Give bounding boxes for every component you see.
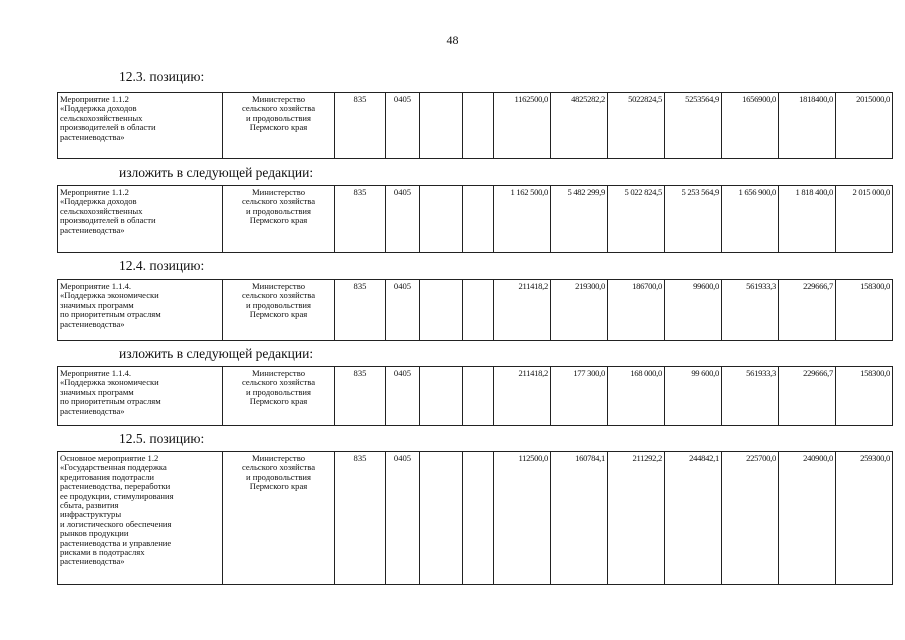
executor-line: Пермского края <box>249 481 308 492</box>
value-cell-3: 168 000,0 <box>608 367 665 426</box>
section-heading: изложить в следующей редакции: <box>119 346 314 361</box>
value-cell-4: 244842,1 <box>665 452 722 585</box>
value-cell-3: 186700,0 <box>608 280 665 341</box>
measure-name-line: растениеводства» <box>60 556 125 567</box>
executor-line: Пермского края <box>249 122 308 133</box>
target-article-cell <box>420 93 463 159</box>
measure-name-line: значимых программ <box>60 386 134 397</box>
table-row <box>58 93 893 159</box>
target-article-cell <box>420 452 463 585</box>
value-cell-5: 561933,3 <box>722 280 779 341</box>
value-cell-6: 229666,7 <box>779 367 836 426</box>
grbs-code-cell: 835 <box>335 280 386 341</box>
measure-name-line: «Государственная поддержка <box>60 462 167 473</box>
measure-name-line: кредитования подотрасли <box>60 471 155 482</box>
value-cell-2: 177 300,0 <box>551 367 608 426</box>
executor-cell <box>223 186 335 253</box>
section-code-cell: 0405 <box>386 452 420 585</box>
value-cell-6: 240900,0 <box>779 452 836 585</box>
measure-name-line: растениеводства» <box>60 224 125 235</box>
measure-name-cell <box>58 452 223 585</box>
executor-line: и продовольствия <box>246 471 311 482</box>
value-cell-3: 5022824,5 <box>608 93 665 159</box>
section-code-cell: 0405 <box>386 186 420 253</box>
table-row <box>58 367 893 426</box>
value-cell-5: 225700,0 <box>722 452 779 585</box>
measure-name-line: «Поддержка доходов <box>60 196 137 207</box>
value-cell-7: 158300,0 <box>836 367 893 426</box>
measure-name-cell <box>58 93 223 159</box>
measure-name-line: значимых программ <box>60 299 134 310</box>
measure-name-line: инфраструктуры <box>60 509 122 520</box>
executor-line: Министерство <box>252 187 305 197</box>
grbs-code-cell: 835 <box>335 367 386 426</box>
value-cell-6: 1818400,0 <box>779 93 836 159</box>
value-cell-7: 2015000,0 <box>836 93 893 159</box>
measure-name-line: «Поддержка экономически <box>60 290 159 301</box>
value-cell-2: 5 482 299,9 <box>551 186 608 253</box>
executor-line: Министерство <box>252 368 305 378</box>
executor-cell <box>223 93 335 159</box>
executor-line: Министерство <box>252 281 305 291</box>
value-cell-2: 219300,0 <box>551 280 608 341</box>
measure-name-line: растениеводства» <box>60 131 125 142</box>
position-table <box>57 279 893 341</box>
value-cell-6: 1 818 400,0 <box>779 186 836 253</box>
value-cell-4: 99600,0 <box>665 280 722 341</box>
section-code-cell: 0405 <box>386 367 420 426</box>
measure-name-line: растениеводства и управление <box>60 537 172 548</box>
value-cell-2: 160784,1 <box>551 452 608 585</box>
value-cell-1: 211418,2 <box>494 367 551 426</box>
section-heading: изложить в следующей редакции: <box>119 165 314 180</box>
executor-line: сельского хозяйства <box>241 196 316 207</box>
measure-name-line: сбыта, развития <box>60 500 119 511</box>
grbs-code-cell: 835 <box>335 93 386 159</box>
measure-name-line: растениеводства, переработки <box>60 481 171 492</box>
expense-type-cell <box>463 367 494 426</box>
expense-type-cell <box>463 452 494 585</box>
value-cell-2: 4825282,2 <box>551 93 608 159</box>
table-row <box>58 186 893 253</box>
target-article-cell <box>420 280 463 341</box>
grbs-code-cell: 835 <box>335 452 386 585</box>
measure-name-line: «Поддержка экономически <box>60 377 159 388</box>
measure-name-line: по приоритетным отраслям <box>60 309 161 320</box>
expense-type-cell <box>463 186 494 253</box>
value-cell-7: 158300,0 <box>836 280 893 341</box>
value-cell-4: 5253564,9 <box>665 93 722 159</box>
section-heading: 12.5. позицию: <box>119 431 205 446</box>
executor-line: и продовольствия <box>246 112 311 123</box>
executor-line: сельского хозяйства <box>241 290 316 301</box>
measure-name-line: рынков продукции <box>60 528 129 539</box>
measure-name-line: сельскохозяйственных <box>60 205 143 216</box>
measure-name-line: рисками в подотраслях <box>60 547 145 558</box>
measure-name-line: ее продукции, стимулирования <box>60 490 174 501</box>
section-heading: 12.4. позицию: <box>119 258 205 273</box>
measure-name-line: Мероприятие 1.1.2 <box>60 94 129 104</box>
grbs-code-cell: 835 <box>335 186 386 253</box>
executor-line: Министерство <box>252 94 305 104</box>
executor-line: Пермского края <box>249 215 308 226</box>
value-cell-1: 211418,2 <box>494 280 551 341</box>
executor-cell <box>223 367 335 426</box>
value-cell-7: 259300,0 <box>836 452 893 585</box>
value-cell-3: 211292,2 <box>608 452 665 585</box>
executor-line: и продовольствия <box>246 205 311 216</box>
executor-line: и продовольствия <box>246 299 311 310</box>
measure-name-line: производителей в области <box>60 122 156 133</box>
value-cell-4: 5 253 564,9 <box>665 186 722 253</box>
value-cell-4: 99 600,0 <box>665 367 722 426</box>
page-number: 48 <box>446 33 459 47</box>
value-cell-1: 112500,0 <box>494 452 551 585</box>
position-table <box>57 185 893 253</box>
value-cell-5: 561933,3 <box>722 367 779 426</box>
executor-cell <box>223 280 335 341</box>
position-table <box>57 92 893 159</box>
target-article-cell <box>420 186 463 253</box>
measure-name-line: Мероприятие 1.1.4. <box>60 281 132 291</box>
executor-line: Министерство <box>252 453 305 463</box>
measure-name-cell <box>58 186 223 253</box>
executor-cell <box>223 452 335 585</box>
measure-name-line: Мероприятие 1.1.4. <box>60 368 132 378</box>
value-cell-1: 1162500,0 <box>494 93 551 159</box>
value-cell-6: 229666,7 <box>779 280 836 341</box>
measure-name-cell <box>58 280 223 341</box>
section-code-cell: 0405 <box>386 280 420 341</box>
expense-type-cell <box>463 93 494 159</box>
position-table <box>57 451 893 585</box>
measure-name-line: растениеводства» <box>60 318 125 329</box>
executor-line: и продовольствия <box>246 386 311 397</box>
executor-line: сельского хозяйства <box>241 462 316 473</box>
measure-name-line: растениеводства» <box>60 405 125 416</box>
measure-name-line: Основное мероприятие 1.2 <box>60 453 159 463</box>
section-code-cell: 0405 <box>386 93 420 159</box>
executor-line: Пермского края <box>249 309 308 320</box>
measure-name-cell <box>58 367 223 426</box>
value-cell-1: 1 162 500,0 <box>494 186 551 253</box>
table-row <box>58 452 893 585</box>
position-table <box>57 366 893 426</box>
executor-line: сельского хозяйства <box>241 377 316 388</box>
measure-name-line: по приоритетным отраслям <box>60 396 161 407</box>
value-cell-3: 5 022 824,5 <box>608 186 665 253</box>
section-heading: 12.3. позицию: <box>119 69 205 84</box>
expense-type-cell <box>463 280 494 341</box>
measure-name-line: производителей в области <box>60 215 156 226</box>
target-article-cell <box>420 367 463 426</box>
measure-name-line: и логистического обеспечения <box>60 518 172 529</box>
measure-name-line: Мероприятие 1.1.2 <box>60 187 129 197</box>
measure-name-line: «Поддержка доходов <box>60 103 137 114</box>
measure-name-line: сельскохозяйственных <box>60 112 143 123</box>
value-cell-7: 2 015 000,0 <box>836 186 893 253</box>
executor-line: сельского хозяйства <box>241 103 316 114</box>
value-cell-5: 1656900,0 <box>722 93 779 159</box>
executor-line: Пермского края <box>249 396 308 407</box>
value-cell-5: 1 656 900,0 <box>722 186 779 253</box>
table-row <box>58 280 893 341</box>
